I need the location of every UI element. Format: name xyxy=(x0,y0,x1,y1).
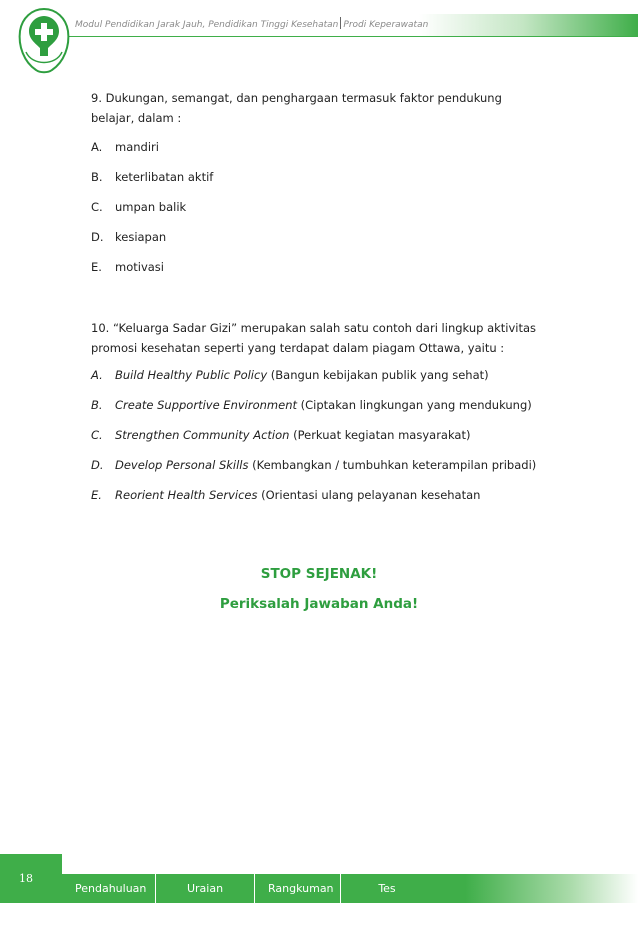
option-letter: A. xyxy=(91,368,103,382)
option-letter: E. xyxy=(91,488,102,502)
stop-heading: STOP SEJENAK! xyxy=(260,566,378,582)
q10-option-e xyxy=(91,487,561,503)
q9-option-c xyxy=(91,199,561,215)
option-letter: D. xyxy=(91,458,104,472)
q10-option-d xyxy=(91,457,561,473)
q10-option-b xyxy=(91,397,561,413)
question-9-line-1: 9. Dukungan, semangat, dan penghargaan termasuk faktor pendukung xyxy=(91,91,502,105)
question-10-stem xyxy=(91,318,561,358)
option-indonesian-text: (Orientasi ulang pelayanan kesehatan xyxy=(257,488,481,502)
question-10-line-1: 10. “Keluarga Sadar Gizi” merupakan salah satu contoh dari lingkup aktivitas xyxy=(91,321,537,335)
option-letter: B. xyxy=(91,170,103,184)
option-text: mandiri xyxy=(115,140,159,154)
option-english-text: Develop Personal Skills xyxy=(115,458,249,472)
option-english-text: Create Supportive Environment xyxy=(115,398,297,412)
option-text: keterlibatan aktif xyxy=(115,170,214,184)
q10-option-c xyxy=(91,427,561,443)
option-letter: C. xyxy=(91,428,103,442)
header-title xyxy=(75,17,428,30)
header-title-right: Prodi Keperawatan xyxy=(343,20,429,30)
header-rule xyxy=(62,36,638,37)
option-text: kesiapan xyxy=(115,230,167,244)
nav-rangkuman[interactable]: Rangkuman xyxy=(255,874,341,903)
option-english-text: Reorient Health Services xyxy=(115,488,258,502)
footer-nav xyxy=(62,874,638,924)
q9-option-e xyxy=(91,259,561,275)
bakti-husada-logo xyxy=(14,6,74,78)
question-9-stem xyxy=(91,88,551,128)
option-letter: E. xyxy=(91,260,102,274)
option-indonesian-text: (Perkuat kegiatan masyarakat) xyxy=(289,428,471,442)
option-indonesian-text: (Kembangkan / tumbuhkan keterampilan pribadi) xyxy=(248,458,537,472)
option-english-text: Build Healthy Public Policy xyxy=(115,368,268,382)
option-letter: D. xyxy=(91,230,104,244)
nav-uraian-materi[interactable]: Uraian Materi xyxy=(156,874,255,903)
nav-tes-formatif[interactable]: Tes Formatif xyxy=(364,882,410,924)
option-indonesian-text: (Ciptakan lingkungan yang mendukung) xyxy=(297,398,532,412)
option-text: umpan balik xyxy=(115,200,187,214)
option-indonesian-text: (Bangun kebijakan publik yang sehat) xyxy=(267,368,489,382)
header-separator xyxy=(340,17,341,29)
page-number: 18 xyxy=(19,872,33,885)
q10-option-a xyxy=(91,367,561,383)
header-title-left: Modul Pendidikan Jarak Jauh, Pendidikan Tinggi Kesehatan xyxy=(75,20,339,30)
option-english-text: Strengthen Community Action xyxy=(115,428,290,442)
check-answers-heading: Periksalah Jawaban Anda! xyxy=(219,596,419,612)
option-letter: C. xyxy=(91,200,103,214)
nav-pendahuluan[interactable]: Pendahuluan xyxy=(62,874,156,903)
option-text: motivasi xyxy=(115,260,164,274)
q9-option-a xyxy=(91,139,561,155)
q9-option-d xyxy=(91,229,561,245)
option-letter: A. xyxy=(91,140,103,154)
question-10-line-2: promosi kesehatan seperti yang terdapat dalam piagam Ottawa, yaitu : xyxy=(91,341,505,355)
option-letter: B. xyxy=(91,398,103,412)
question-9-line-2: belajar, dalam : xyxy=(91,111,182,125)
q9-option-b xyxy=(91,169,561,185)
